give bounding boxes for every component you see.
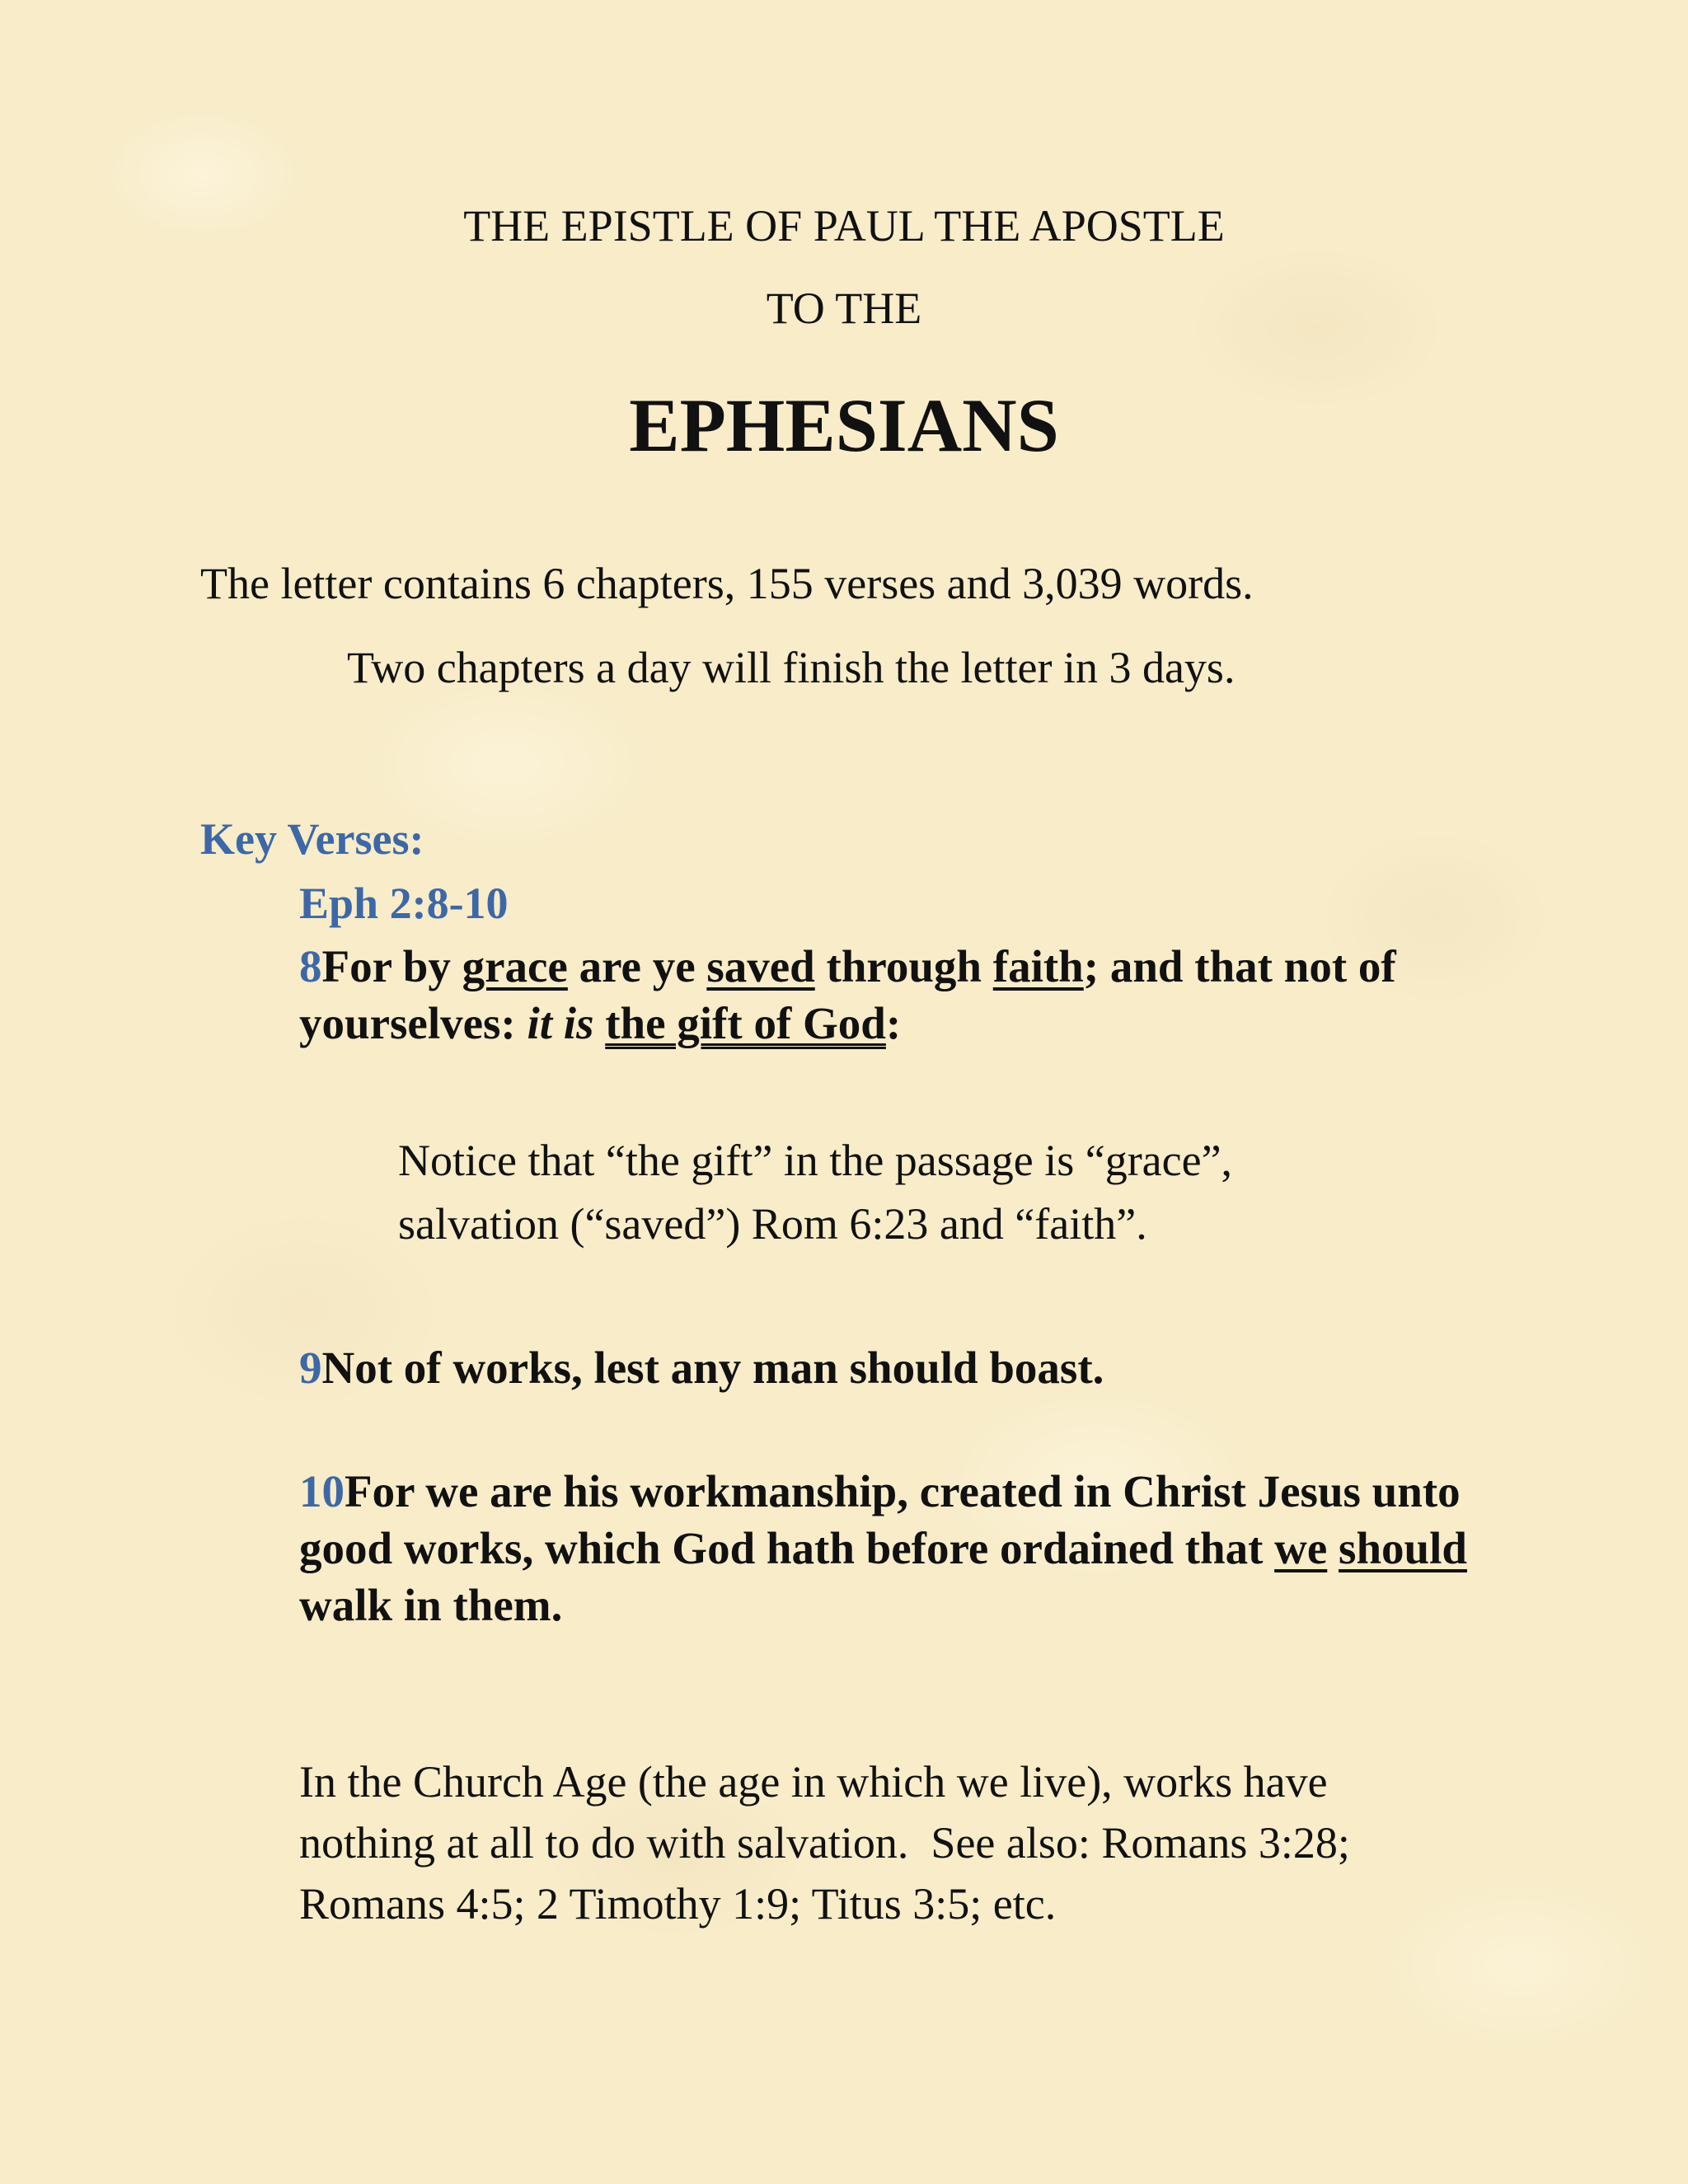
header-line-1: THE EPISTLE OF PAUL THE APOSTLE (463, 201, 1225, 251)
verse-number-9: 9 (299, 1343, 322, 1393)
closing-line-3: Romans 4:5; 2 Timothy 1:9; Titus 3:5; etc. (299, 1879, 1057, 1929)
verse-9 (299, 1339, 1470, 1396)
key-verses-heading: Key Verses: (200, 814, 424, 864)
italic-it-is: it is (527, 998, 594, 1048)
phrase-gift-of-god: the gift of God (605, 998, 886, 1048)
word-saved: saved (706, 941, 815, 991)
verse-8-text-3: through (814, 941, 993, 991)
verse-10-text-2 (1327, 1523, 1339, 1573)
closing-paragraph (299, 1751, 1486, 1934)
closing-line-2: nothing at all to do with salvation. See also: Romans 3:28; (299, 1818, 1350, 1868)
verse-number-10: 10 (299, 1466, 345, 1516)
word-we: we (1274, 1523, 1328, 1573)
intro-stats: The letter contains 6 chapters, 155 verses and 3,039 words. (200, 559, 1254, 608)
word-should: should (1339, 1523, 1467, 1573)
header-line-2: TO THE (766, 284, 922, 333)
verse-8-text-2: are ye (567, 941, 707, 991)
verse-8-text-1: For by (321, 941, 462, 991)
verse-8-text-4: ; and that not of yourselves: (299, 941, 1396, 1048)
page-title: EPHESIANS (629, 383, 1059, 467)
verse-reference: Eph 2:8-10 (299, 879, 509, 928)
verse-10-text-3: walk in them. (299, 1580, 563, 1630)
verse-number-8: 8 (299, 941, 322, 991)
note-line-2: salvation (“saved”) Rom 6:23 and “faith”. (398, 1199, 1147, 1249)
verse-10-text-1: For we are his workmanship, created in Christ Jesus unto good works, which God hath before ordained that (299, 1466, 1461, 1573)
intro-reading-plan: Two chapters a day will finish the letter in 3 days. (347, 643, 1236, 692)
verse-8-text-6: : (885, 998, 902, 1048)
word-grace: grace (462, 941, 568, 991)
closing-line-1: In the Church Age (the age in which we live), works have (299, 1757, 1328, 1807)
verse-10 (299, 1463, 1470, 1633)
verse-9-text: Not of works, lest any man should boast. (321, 1343, 1104, 1393)
verse-8 (299, 938, 1470, 1052)
word-faith: faith (992, 941, 1084, 991)
gift-note (398, 1129, 1470, 1256)
verse-8-text-5 (593, 998, 605, 1048)
note-line-1: Notice that “the gift” in the passage is “grace”, (398, 1136, 1233, 1185)
